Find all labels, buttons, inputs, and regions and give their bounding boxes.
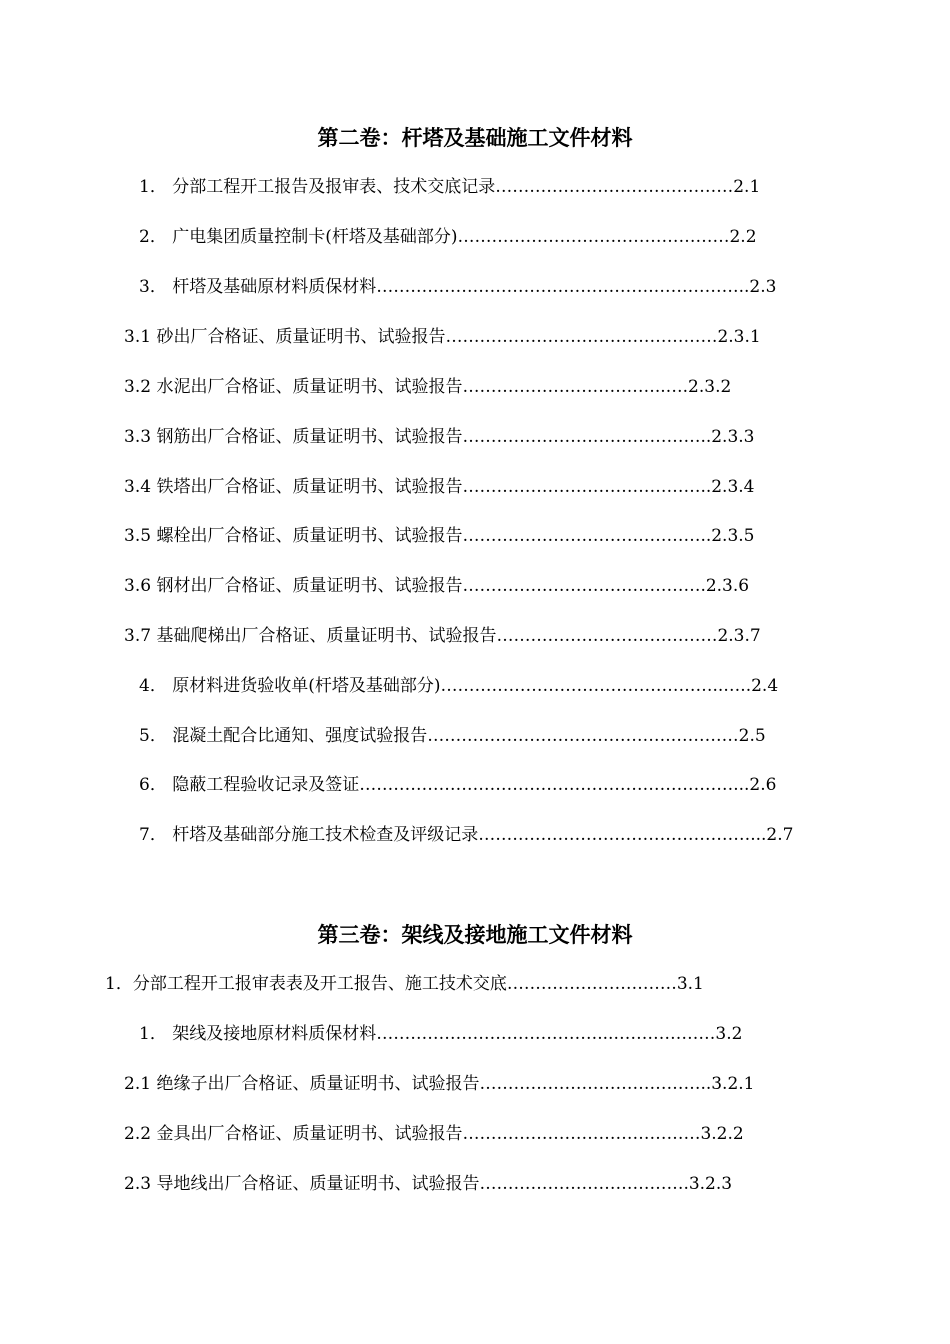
toc-entry: 5． 混凝土配合比通知、强度试验报告…………………………………….…………2.5	[139, 726, 766, 746]
toc-entry: 3.1 砂出厂合格证、质量证明书、试验报告…………………………………………2.3.1	[124, 327, 761, 347]
toc-entry: 1． 分部工程开工报告及报审表、技术交底记录……………………………………2.1	[139, 177, 761, 197]
toc-entry: 1． 架线及接地原材料质保材料…………………………………...………………3.2	[139, 1024, 743, 1044]
volume2-title: 第二卷：杆塔及基础施工文件材料	[317, 125, 633, 150]
toc-entry: 2.3 导地线出厂合格证、质量证明书、试验报告……………………………….3.2.3	[124, 1174, 733, 1194]
toc-entry: 3.2 水泥出厂合格证、质量证明书、试验报告……………….……………..….2.3.2	[124, 377, 732, 397]
toc-entry: 2． 广电集团质量控制卡(杆塔及基础部分)…………………………………………2.2	[139, 227, 757, 247]
toc-entry: 2.2 金具出厂合格证、质量证明书、试验报告……………………………………3.2.2	[124, 1124, 744, 1144]
volume3-title: 第三卷：架线及接地施工文件材料	[317, 922, 633, 947]
toc-entry: 3.5 螺栓出厂合格证、质量证明书、试验报告……………………………………..2.3.5	[124, 526, 755, 546]
toc-entry: 7． 杆塔及基础部分施工技术检查及评级记录…………………………………………...2.7	[139, 825, 794, 845]
toc-entry: 3.6 钢材出厂合格证、质量证明书、试验报告…………………………………….2.3.6	[124, 576, 750, 596]
toc-entry: 3.7 基础爬梯出厂合格证、质量证明书、试验报告…………………………………2.3.7	[124, 626, 761, 646]
toc-entry: 3.4 铁塔出厂合格证、质量证明书、试验报告……………………………………..2.3.4	[124, 477, 755, 497]
toc-entry: 3． 杆塔及基础原材料质保材料………………………………………….……………..2.3	[139, 277, 777, 297]
toc-entry: 2.1 绝缘子出厂合格证、质量证明书、试验报告…………………………………..3.2.1	[124, 1074, 755, 1094]
toc-entry: 4． 原材料进货验收单(杆塔及基础部分)…………………………………………..…..2.4	[139, 676, 779, 696]
toc-entry: 3.3 钢筋出厂合格证、质量证明书、试验报告……………………………………..2.3.3	[124, 427, 755, 447]
toc-entry: 1．分部工程开工报审表表及开工报告、施工技术交底…………………………3.1	[105, 974, 704, 994]
toc-entry: 6． 隐蔽工程验收记录及签证…………………………………………………………...2.6	[139, 775, 777, 795]
